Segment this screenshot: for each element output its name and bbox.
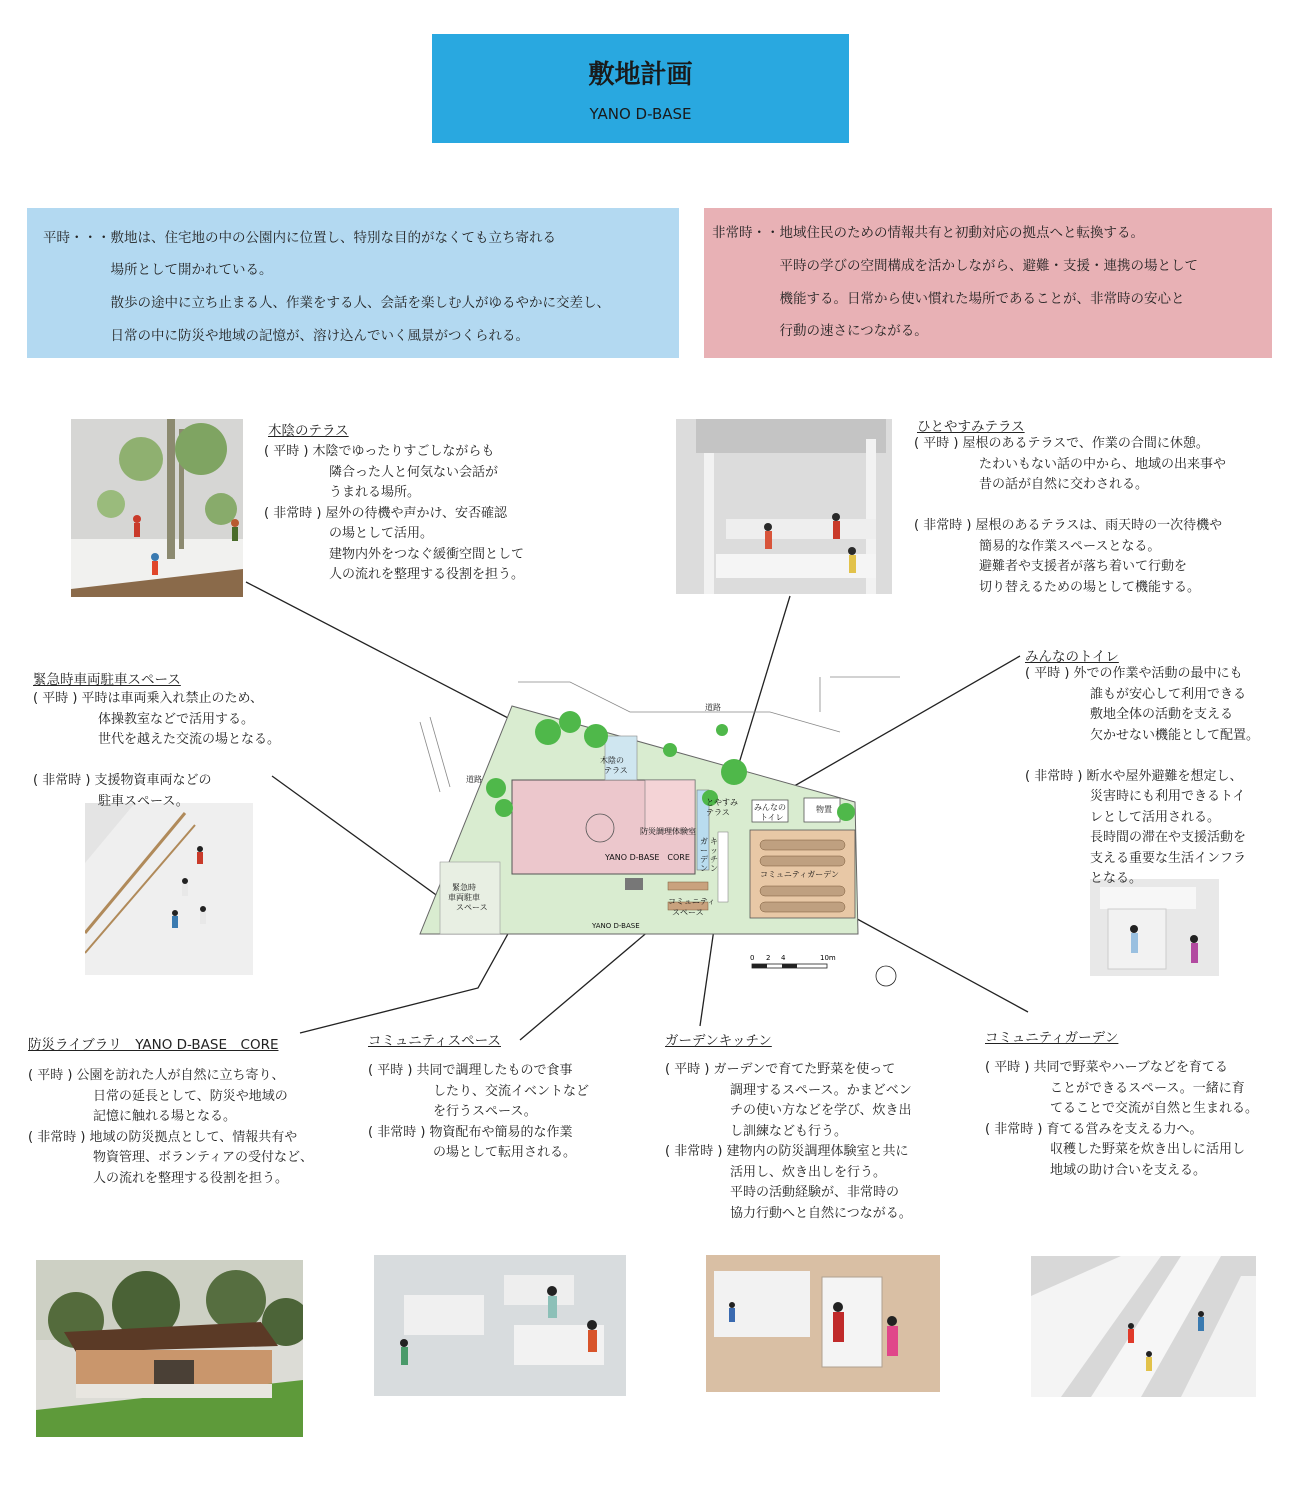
normal-line-4: 日常の中に防災や地域の記憶が、溶け込んでいく風景がつくられる。: [43, 328, 529, 344]
parking-body: ( 平時 ) 平時は車両乗入れ禁止のため、 体操教室などで活用する。 世代を越えた交流の場となる。 ( 非常時 ) 支援物資車両などの 駐車スペース。: [33, 691, 281, 809]
photo-parking-space: [85, 803, 253, 975]
kitchen-body: ( 平時 ) ガーデンで育てた野菜を使って 調理するスペース。かまどベン チの使い方などを学び、炊き出 し訓練なども行う。 ( 非常時 ) 建物内の防災調理体験室と共に 活用し、炊き出しを行う。 平時の活動経験が、非常時の 協力行動へと自然につながる。: [665, 1062, 912, 1221]
garden-body: ( 平時 ) 共同で野菜やハーブなどを育てる ことができるスペース。一緒に育 てることで交流が自然と生まれる。 ( 非常時 ) 育てる営みを支える力へ。 収穫した野菜を炊き出しに活用し 地域の助け合いを支える。: [985, 1060, 1259, 1178]
label-hitoyasumi-1: とやすみ: [706, 798, 738, 807]
kokage-title: 木陰のテラス: [268, 423, 349, 439]
label-community-space-2: スペース: [672, 908, 704, 917]
scale-10m: 10m: [820, 954, 836, 962]
north-arrow-icon: [876, 964, 896, 988]
emergency-line-4: 行動の速さにつながる。: [712, 323, 928, 339]
svg-text:ガ: ガ: [700, 837, 708, 846]
svg-text:チ: チ: [710, 855, 718, 864]
scale-4: 4: [781, 954, 786, 962]
hitoyasumi-body: ( 平時 ) 屋根のあるテラスで、作業の合間に休憩。 たわいもない話の中から、地域の出来事や 昔の話が自然に交わされる。 ( 非常時 ) 屋根のあるテラスは、雨天時の一次待機や 簡易的な作業スペースとなる。 避難者や支援者が落ち着いて行動を 切り替えるための場として機能する。: [914, 436, 1227, 595]
library-body: ( 平時 ) 公園を訪れた人が自然に立ち寄り、 日常の延長として、防災や地域の 記憶に触れる場となる。 ( 非常時 ) 地域の防災拠点として、情報共有や 物資管理、ボランティアの受付など、 人の流れを整理する役割を担う。: [28, 1068, 313, 1186]
road-label-top: 道路: [705, 703, 721, 712]
page-subtitle: YANO D-BASE: [589, 105, 692, 123]
svg-text:キ: キ: [710, 837, 718, 846]
label-community-garden: コミュニティガーデン: [760, 870, 840, 879]
photo-community-garden: [1031, 1256, 1256, 1397]
library-title: 防災ライブラリ YANO D-BASE CORE: [28, 1037, 279, 1053]
photo-library-exterior: [36, 1260, 303, 1437]
label-toilet-1: みんなの: [754, 803, 786, 812]
scale-0: 0: [750, 954, 755, 962]
normal-line-1: 平時・・・敷地は、住宅地の中の公園内に位置し、特別な目的がなくても立ち寄れる: [43, 230, 556, 246]
toilet-title: みんなのトイレ: [1025, 649, 1119, 665]
road-edge-left-1: [420, 722, 440, 792]
emergency-line-2: 平時の学びの空間構成を活かしながら、避難・支援・連携の場として: [712, 258, 1198, 274]
photo-kokage-terrace: [71, 419, 243, 597]
community-space-title: コミュニティスペース: [368, 1033, 501, 1049]
site-plan: [400, 672, 900, 997]
label-toilet-2: トイレ: [760, 813, 784, 822]
page-title: 敷地計画: [588, 60, 693, 90]
label-parking-1: 緊急時: [452, 883, 476, 892]
label-core: YANO D-BASE CORE: [605, 853, 690, 862]
label-kokage-2: テラス: [604, 766, 628, 775]
label-parking-2: 車両駐車: [448, 893, 480, 902]
svg-text:ー: ー: [700, 846, 708, 855]
svg-text:ン: ン: [700, 864, 708, 873]
label-hitoyasumi-2: テラス: [706, 808, 730, 817]
svg-text:デ: デ: [700, 855, 708, 864]
kitchen-title: ガーデンキッチン: [665, 1033, 772, 1049]
label-community-space-1: コミュニティ: [668, 897, 716, 906]
emergency-line-1: 非常時・・地域住民のための情報共有と初動対応の拠点へと転換する。: [712, 225, 1144, 241]
label-entrance: YANO D-BASE: [592, 922, 640, 930]
label-parking-3: スペース: [456, 903, 488, 912]
svg-text:ッ: ッ: [710, 846, 718, 855]
label-kitchen-room: 防災調理体験室: [640, 827, 696, 836]
garden-kitchen-counter: [718, 832, 728, 902]
photo-garden-kitchen: [706, 1255, 940, 1392]
kitchen-room: [645, 780, 695, 830]
normal-line-2: 場所として開かれている。: [43, 262, 273, 278]
kokage-body: ( 平時 ) 木陰でゆったりすごしながらも 隣合った人と何気ない会話が うまれる場所。 ( 非常時 ) 屋外の待機や声かけ、安否確認 の場として活用。 建物内外をつなぐ緩衝空間として 人の流れを整理する役割を担う。: [264, 444, 525, 582]
scale-bar: [750, 954, 836, 968]
label-kokage-1: 木陰の: [600, 756, 624, 765]
hitoyasumi-title: ひとやすみテラス: [917, 419, 1025, 435]
normal-line-3: 散歩の途中に立ち止まる人、作業をする人、会話を楽しむ人がゆるやかに交差し、: [43, 295, 610, 311]
emergency-line-3: 機能する。日常から使い慣れた場所であることが、非常時の安心と: [712, 291, 1185, 307]
garden-title: コミュニティガーデン: [985, 1030, 1119, 1046]
photo-hitoyasumi-terrace: [676, 419, 892, 594]
label-storage: 物置: [816, 805, 832, 814]
road-edge-left-2: [430, 717, 450, 787]
toilet-body: ( 平時 ) 外での作業や活動の最中にも 誰もが安心して利用できる 敷地全体の活動を支える 欠かせない機能として配置。 ( 非常時 ) 断水や屋外避難を想定し、 災害時にも利用できるトイ レとして活用される。 長時間の滞在や支援活動を 支える重要な生活インフラ となる。: [1025, 666, 1260, 886]
svg-text:ン: ン: [710, 864, 718, 873]
photo-community-space: [374, 1255, 626, 1396]
scale-2: 2: [766, 954, 771, 962]
photo-toilet: [1090, 879, 1219, 976]
parking-title: 緊急時車両駐車スペース: [33, 672, 181, 688]
community-space-body: ( 平時 ) 共同で調理したもので食事 したり、交流イベントなど を行うスペース。 ( 非常時 ) 物資配布や簡易的な作業 の場として転用される。: [368, 1063, 590, 1160]
entrance-stair: [625, 878, 643, 890]
road-label-left: 道路: [466, 775, 482, 784]
